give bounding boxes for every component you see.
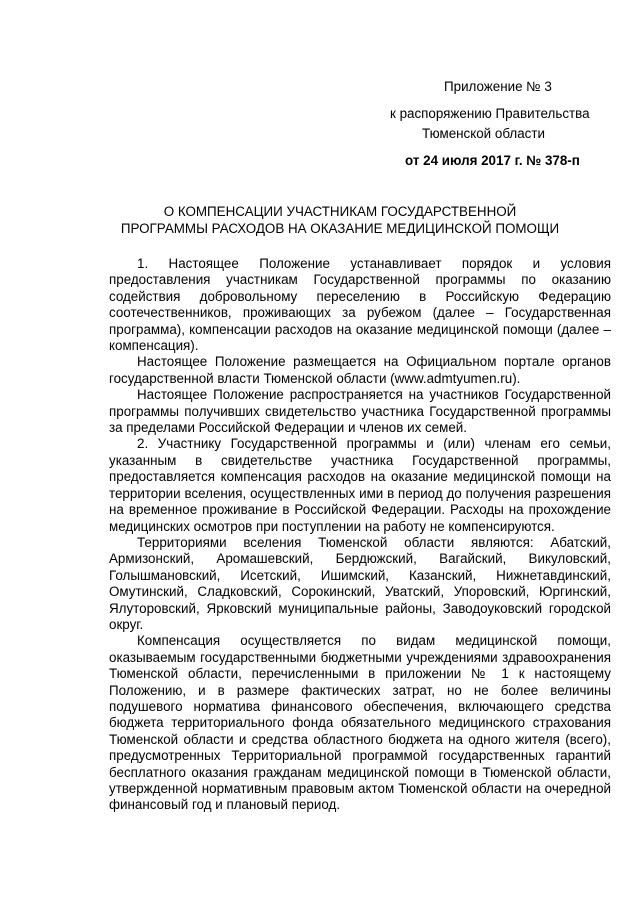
title-line-2: ПРОГРАММЫ РАСХОДОВ НА ОКАЗАНИЕ МЕДИЦИНСКОЙ ПОМОЩИ <box>120 221 560 236</box>
paragraph-1: 1. Настоящее Положение устанавливает порядок и условия предоставления участникам Государственной программы по оказанию содействия добровольному переселению в Российскую Федерацию соотечественников, проживающих за рубежом (далее – Государственная программа), компенсации расходов на оказание медицинской помощи (далее – компенсация). <box>109 256 611 354</box>
paragraph-5: Территориями вселения Тюменской области являются: Абатский, Армизонский, Аромашевский, Бердюжский, Вагайский, Викуловский, Голышмановский, Исетский, Ишимский, Казанский, Нижнетавдинский, Омутинский, Сладковский, Сорокинский, Уватский, Упоровский, Юргинский, Ялуторовский, Ярковский муниципальные районы, Заводоуковский городской округ. <box>109 534 611 632</box>
paragraph-3: Настоящее Положение распространяется на участников Государственной программы получивших свидетельство участника Государственной программы за пределами Российской Федерации и членов их семей. <box>109 387 611 436</box>
document-page: Приложение № 3 к распоряжению Правительства Тюменской области от 24 июля 2017 г. № 378-п О КОМПЕНСАЦИИ УЧАСТНИКАМ ГОСУДАРСТВЕННОЙ ПРОГРАММЫ РАСХОДОВ НА ОКАЗАНИЕ МЕДИЦИНСКОЙ ПОМОЩИ 1. Настоящее Положение устанавливает порядок и условия предоставления участникам Государственной программы по оказанию содействия добровольному переселению в Российскую Федерацию соотечественников, проживающих за рубежом (далее – Государственная программа), компенсации расходов на оказание медицинской помощи (далее – компенсация). Настоящее Положение размещается на Официальном портале органов государственной власти Тюменской области (www.admtyumen.ru). Настоящее Положение распространяется на участников Государственной программы получивших свидетельство участника Государственной программы за пределами Российской Федерации и членов их семей. 2. Участнику Государственной программы и (или) членам его семьи, указанным в свидетельстве участника Государственной программы, предоставляется компенсация расходов на оказание медицинской помощи на территории вселения, осуществленных ими в период до получения разрешения на временное проживание в Российской Федерации. Расходы на прохождение медицинских осмотров при поступлении на работу не компенсируются. Территориями вселения Тюменской области являются: Абатский, Армизонский, Аромашевский, Бердюжский, Вагайский, Викуловский, Голышмановский, Исетский, Ишимский, Казанский, Нижнетавдинский, Омутинский, Сладковский, Сорокинский, Уватский, Упоровский, Юргинский, Ялуторовский, Ярковский муниципальные районы, Заводоуковский городской округ. Компенсация осуществляется по видам медицинской помощи, оказываемым государственными бюджетными учреждениями здравоохранения Тюменской области, перечисленными в приложении № 1 к настоящему Положению, и в размере фактических затрат, но не более величины подушевого норматива финансового обеспечения, включающего средства бюджета территориального фонда обязательного медицинского страхования Тюменской области и средства областного бюджета на одного жителя (всего), предусмотренных Территориальной программой государственных гарантий бесплатного оказания гражданам медицинской помощи в Тюменской области, утвержденной нормативным правовым актом Тюменской области на очередной финансовый год и плановый период. <box>0 0 640 905</box>
paragraph-2: Настоящее Положение размещается на Официальном портале органов государственной власти Тюменской области (www.admtyumen.ru). <box>109 354 611 386</box>
document-body <box>109 256 611 814</box>
paragraph-6: Компенсация осуществляется по видам медицинской помощи, оказываемым государственными бюджетными учреждениями здравоохранения Тюменской области, перечисленными в приложении № 1 к настоящему Положению, и в размере фактических затрат, но не более величины подушевого норматива финансового обеспечения, включающего средства бюджета территориального фонда обязательного медицинского страхования Тюменской области и средства областного бюджета на одного жителя (всего), предусмотренных Территориальной программой государственных гарантий бесплатного оказания гражданам медицинской помощи в Тюменской области, утвержденной нормативным правовым актом Тюменской области на очередной финансовый год и плановый период. <box>109 633 611 813</box>
paragraph-4: 2. Участнику Государственной программы и (или) членам его семьи, указанным в свидетельстве участника Государственной программы, предоставляется компенсация расходов на оказание медицинской помощи на территории вселения, осуществленных ими в период до получения разрешения на временное проживание в Российской Федерации. Расходы на прохождение медицинских осмотров при поступлении на работу не компенсируются. <box>109 436 611 534</box>
title-line-1: О КОМПЕНСАЦИИ УЧАСТНИКАМ ГОСУДАРСТВЕННОЙ <box>163 204 517 219</box>
document-title <box>80 203 600 237</box>
